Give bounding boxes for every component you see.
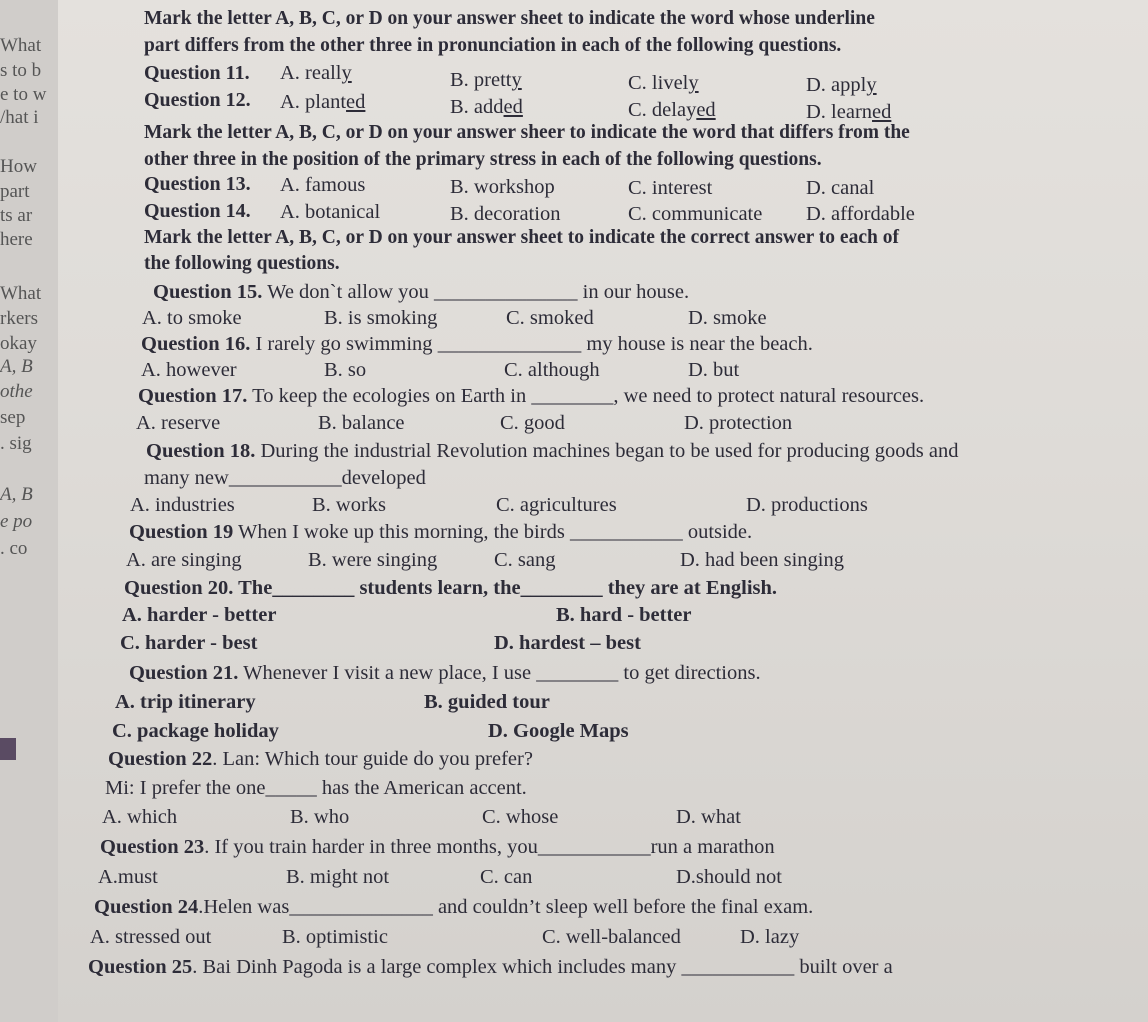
q21-option-c[interactable]: C. package holiday — [112, 720, 279, 742]
q18-stem-text1: During the industrial Revolution machines began to be used for producing goods and — [260, 440, 959, 462]
q24-stem — [94, 896, 813, 919]
q20-stem — [124, 577, 777, 600]
q18-stem-text2: many new — [144, 467, 229, 489]
q24-stem-text1: .Helen was — [198, 896, 290, 918]
q12-option-b[interactable] — [450, 96, 523, 119]
q16-option-c[interactable]: C. although — [504, 359, 600, 381]
q24-option-a[interactable]: A. stressed out — [90, 926, 212, 948]
q17-option-c[interactable]: C. good — [500, 412, 565, 434]
q11-option-d-underline: y — [866, 74, 877, 96]
instruction-correct-line1: Mark the letter A, B, C, or D on your answer sheet to indicate the correct answer to each of — [144, 227, 899, 248]
q20-stem-text2: students learn, the — [359, 577, 521, 599]
q21-option-d[interactable]: D. Google Maps — [488, 720, 629, 742]
instruction-correct-line2: the following questions. — [144, 253, 340, 274]
q16-label: Question 16. — [141, 333, 251, 355]
margin-fragment: A, B — [0, 356, 33, 377]
q22-blank[interactable]: _____ — [265, 777, 317, 799]
q19-blank[interactable]: ___________ — [569, 521, 683, 543]
instruction-stress-line1: Mark the letter A, B, C, or D on your answer sheer to indicate the word that differs from the — [144, 122, 910, 143]
margin-fragment: ts ar — [0, 205, 33, 226]
q24-option-b[interactable]: B. optimistic — [282, 926, 388, 948]
q25-label: Question 25 — [88, 956, 193, 978]
margin-fragment: . sig — [0, 433, 32, 454]
q22-label: Question 22 — [108, 748, 213, 770]
q12-option-d-underline: ed — [872, 101, 892, 123]
q11-option-c-underline: y — [688, 72, 699, 94]
q21-stem — [129, 662, 761, 685]
margin-fragment: e to w — [0, 84, 47, 105]
q20-option-a[interactable]: A. harder - better — [122, 604, 277, 626]
q25-stem-text2: built over a — [799, 956, 893, 978]
q12-option-a-text: A. plant — [280, 91, 347, 113]
q16-stem — [141, 333, 813, 356]
q22-option-b[interactable]: B. who — [290, 806, 350, 828]
q20-blank-2[interactable]: ________ — [520, 577, 603, 599]
q13-option-c[interactable]: C. interest — [628, 177, 713, 199]
q12-option-b-text: B. add — [450, 96, 504, 118]
margin-fragment: /hat i — [0, 107, 39, 128]
margin-color-bar — [0, 738, 16, 760]
q19-option-a[interactable]: A. are singing — [126, 549, 242, 571]
q16-option-d[interactable]: D. but — [688, 359, 740, 381]
q11-option-d[interactable] — [806, 74, 877, 97]
q23-stem-text1: . If you train harder in three months, you — [204, 836, 538, 858]
q15-stem — [153, 281, 689, 304]
q22-stem-line2 — [105, 777, 527, 800]
q23-option-b[interactable]: B. might not — [286, 866, 390, 888]
margin-fragment: part — [0, 181, 30, 202]
q14-option-b[interactable]: B. decoration — [450, 203, 561, 225]
q11-option-c-text: C. livel — [628, 72, 689, 94]
q15-stem-text2: in our house. — [582, 281, 690, 303]
q13-option-a[interactable]: A. famous — [280, 174, 366, 196]
q19-option-c[interactable]: C. sang — [494, 549, 556, 571]
margin-fragment: How — [0, 156, 37, 177]
margin-fragment: What — [0, 283, 42, 304]
q17-blank[interactable]: ________ — [531, 385, 614, 407]
q19-option-b[interactable]: B. were singing — [308, 549, 438, 571]
q11-option-a[interactable] — [280, 62, 352, 85]
q16-option-a[interactable]: A. however — [141, 359, 237, 381]
q23-stem — [100, 836, 775, 859]
q22-stem-line1 — [108, 748, 533, 771]
q17-stem-text1: To keep the ecologies on Earth in — [252, 385, 527, 407]
q20-option-c[interactable]: C. harder - best — [120, 632, 258, 654]
q14-option-c[interactable]: C. communicate — [628, 203, 763, 225]
margin-fragment: sep — [0, 407, 26, 428]
q22-option-a[interactable]: A. which — [102, 806, 178, 828]
left-page-edge — [0, 0, 58, 1022]
q11-option-a-underline: y — [341, 62, 352, 84]
q16-stem-text2: my house is near the beach. — [586, 333, 813, 355]
q20-label: Question 20. — [124, 577, 234, 599]
q17-stem — [138, 385, 924, 408]
q18-stem-text3: developed — [341, 467, 426, 489]
q23-option-d[interactable]: D.should not — [676, 866, 782, 888]
q20-option-b[interactable]: B. hard - better — [556, 604, 692, 626]
q24-option-d[interactable]: D. lazy — [740, 926, 800, 948]
instruction-stress-line2: other three in the position of the primary stress in each of the following questions. — [144, 149, 822, 170]
q20-option-d[interactable]: D. hardest – best — [494, 632, 641, 654]
q19-stem-text2: outside. — [687, 521, 753, 543]
q17-option-a[interactable]: A. reserve — [136, 412, 221, 434]
q22-stem-text1: . Lan: Which tour guide do you prefer? — [212, 748, 533, 770]
q16-blank[interactable]: ______________ — [437, 333, 582, 355]
q25-stem-text1: . Bai Dinh Pagoda is a large complex which includes many — [192, 956, 677, 978]
q15-option-c[interactable]: C. smoked — [506, 307, 594, 329]
q20-blank-1[interactable]: ________ — [272, 577, 355, 599]
q22-option-d[interactable]: D. what — [676, 806, 741, 828]
q15-option-a[interactable]: A. to smoke — [142, 307, 242, 329]
margin-fragment: s to b — [0, 60, 42, 81]
q23-blank[interactable]: ___________ — [537, 836, 651, 858]
margin-fragment: What — [0, 35, 42, 56]
q15-option-d[interactable]: D. smoke — [688, 307, 767, 329]
q23-stem-text2: run a marathon — [650, 836, 775, 858]
q18-blank[interactable]: ___________ — [228, 467, 342, 489]
q25-blank[interactable]: ___________ — [681, 956, 795, 978]
margin-fragment: e po — [0, 511, 33, 532]
instruction-pronunciation-line2: part differs from the other three in pronunciation in each of the following questions. — [144, 35, 842, 56]
q12-option-a-underline: ed — [346, 91, 366, 113]
q19-option-d[interactable]: D. had been singing — [680, 549, 844, 571]
q15-option-b[interactable]: B. is smoking — [324, 307, 438, 329]
margin-fragment: here — [0, 229, 33, 250]
q13-option-d[interactable]: D. canal — [806, 177, 875, 199]
margin-fragment: okay — [0, 333, 37, 354]
q19-stem — [129, 521, 752, 544]
q16-option-b[interactable]: B. so — [324, 359, 367, 381]
q21-blank[interactable]: ________ — [536, 662, 619, 684]
q19-stem-text1: When I woke up this morning, the birds — [238, 521, 565, 543]
q16-stem-text1: I rarely go swimming — [255, 333, 433, 355]
q19-label: Question 19 — [129, 521, 234, 543]
q18-option-a[interactable]: A. industries — [130, 494, 235, 516]
q24-stem-text2: and couldn’t sleep well before the final exam. — [437, 896, 814, 918]
q11-option-b-underline: y — [511, 69, 522, 91]
q12-option-c[interactable] — [628, 99, 716, 122]
q22-option-c[interactable]: C. whose — [482, 806, 559, 828]
q21-stem-text2: to get directions. — [623, 662, 761, 684]
q21-option-b[interactable]: B. guided tour — [424, 691, 550, 713]
q11-label: Question 11. — [144, 62, 250, 84]
instruction-pronunciation-line1: Mark the letter A, B, C, or D on your answer sheet to indicate the word whose underline — [144, 8, 875, 29]
q21-option-a[interactable]: A. trip itinerary — [115, 691, 256, 713]
q17-label: Question 17. — [138, 385, 248, 407]
q24-label: Question 24 — [94, 896, 199, 918]
q15-stem-text1: We don`t allow you — [267, 281, 429, 303]
q23-label: Question 23 — [100, 836, 205, 858]
q12-option-b-underline: ed — [503, 96, 523, 118]
q18-stem-line2 — [144, 467, 426, 490]
q15-label: Question 15. — [153, 281, 263, 303]
q11-option-c[interactable] — [628, 72, 699, 95]
q11-option-a-text: A. reall — [280, 62, 342, 84]
margin-fragment: A, B — [0, 484, 33, 505]
q12-option-d[interactable] — [806, 101, 891, 124]
q12-option-d-text: D. learn — [806, 101, 873, 123]
q14-option-a[interactable]: A. botanical — [280, 201, 381, 223]
q18-stem-line1 — [146, 440, 959, 463]
margin-fragment: . co — [0, 538, 28, 559]
q25-stem — [88, 956, 893, 979]
margin-fragment: rkers — [0, 308, 38, 329]
q11-option-b-text: B. prett — [450, 69, 512, 91]
q21-stem-text1: Whenever I visit a new place, I use — [243, 662, 532, 684]
q22-stem-text3: has the American accent. — [321, 777, 527, 799]
q18-option-c[interactable]: C. agricultures — [496, 494, 617, 516]
q24-blank[interactable]: ______________ — [289, 896, 433, 918]
q21-label: Question 21. — [129, 662, 239, 684]
q18-option-d[interactable]: D. productions — [746, 494, 868, 516]
q11-option-d-text: D. appl — [806, 74, 867, 96]
q20-stem-text1: The — [238, 577, 273, 599]
q20-stem-text3: they are at English. — [607, 577, 778, 599]
q23-option-c[interactable]: C. can — [480, 866, 533, 888]
q17-option-b[interactable]: B. balance — [318, 412, 405, 434]
q17-stem-text2: , we need to protect natural resources. — [613, 385, 925, 407]
q23-option-a[interactable]: A.must — [98, 866, 158, 888]
q11-option-b[interactable] — [450, 69, 522, 92]
q12-option-a[interactable] — [280, 91, 365, 114]
q14-label: Question 14. — [144, 200, 251, 222]
q18-option-b[interactable]: B. works — [312, 494, 387, 516]
q13-label: Question 13. — [144, 173, 251, 195]
q18-label: Question 18. — [146, 440, 256, 462]
q12-option-c-text: C. delay — [628, 99, 697, 121]
q22-stem-text2: Mi: I prefer the one — [105, 777, 266, 799]
q24-option-c[interactable]: C. well-balanced — [542, 926, 681, 948]
q12-option-c-underline: ed — [696, 99, 716, 121]
q12-label: Question 12. — [144, 89, 251, 111]
q15-blank[interactable]: ______________ — [434, 281, 578, 303]
margin-fragment: othe — [0, 381, 33, 402]
q14-option-d[interactable]: D. affordable — [806, 203, 915, 225]
q13-option-b[interactable]: B. workshop — [450, 176, 555, 198]
q17-option-d[interactable]: D. protection — [684, 412, 793, 434]
